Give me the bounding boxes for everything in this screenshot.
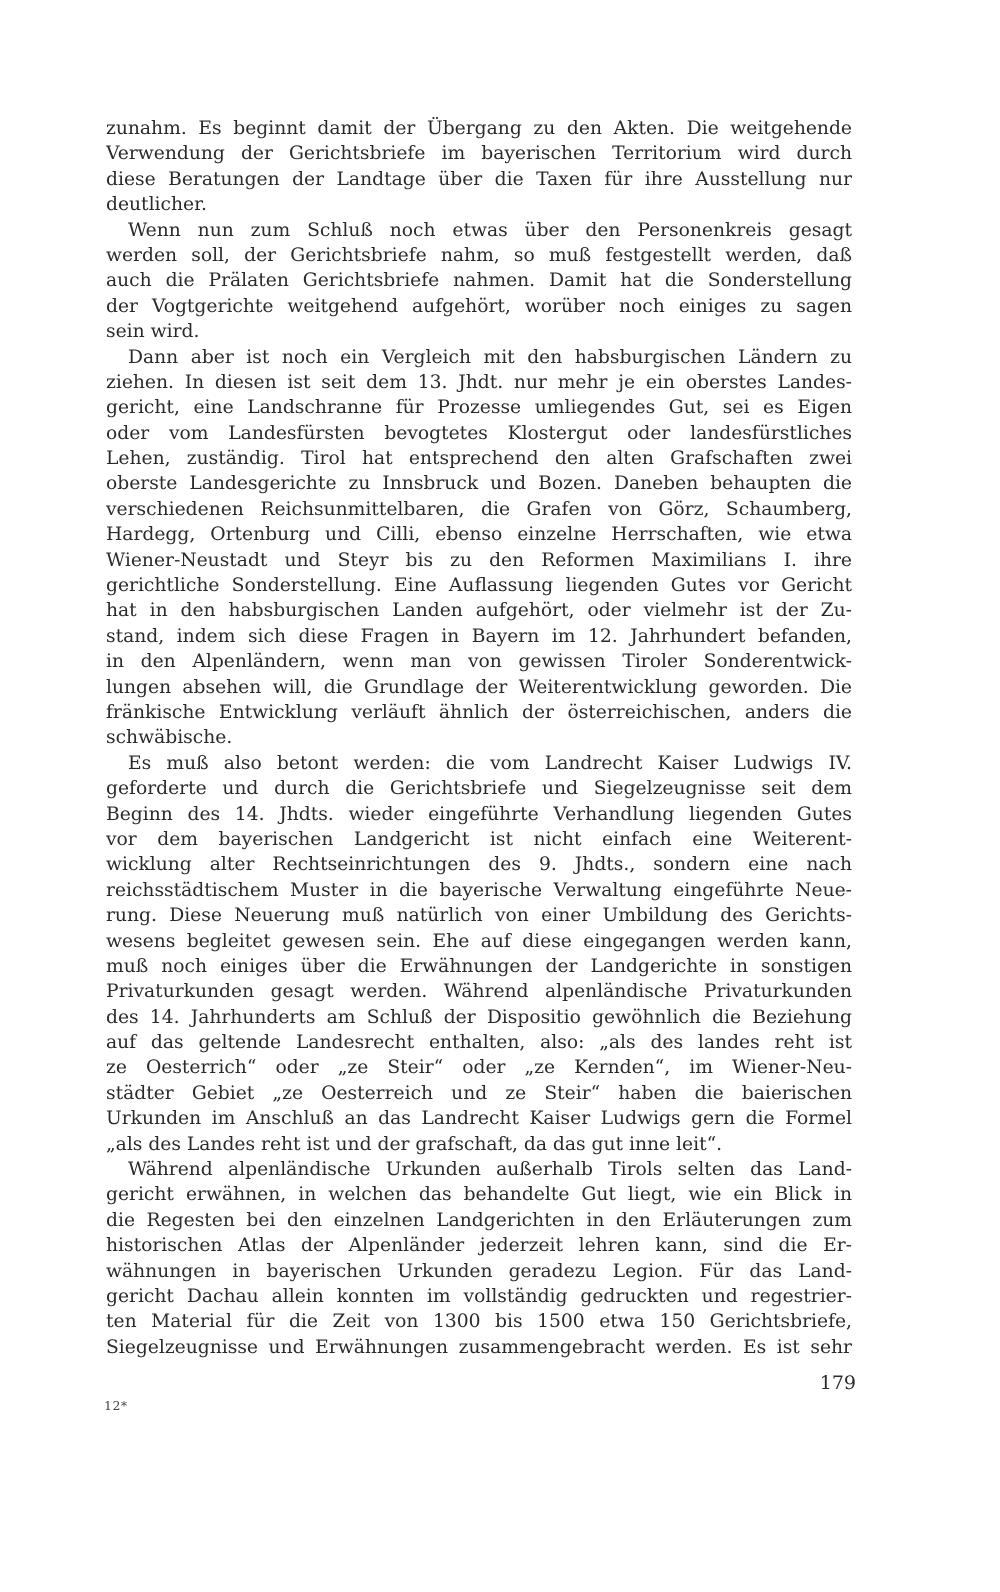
text-line: auch die Prälaten Gerichtsbriefe nahmen. Damit hat die Sonderstellung bbox=[106, 270, 852, 292]
text-line: schwäbische. bbox=[106, 727, 233, 749]
text-line: gericht, eine Landschranne für Prozesse umliegendes Gut, sei es Eigen bbox=[106, 397, 852, 419]
text-line: diese Beratungen der Landtage über die Taxen für ihre Ausstellung nur bbox=[106, 168, 852, 190]
text-line: ten Material für die Zeit von 1300 bis 1500 etwa 150 Gerichtsbriefe, bbox=[106, 1311, 852, 1333]
text-line: Dann aber ist noch ein Vergleich mit den habsburgischen Ländern zu bbox=[128, 346, 852, 368]
signature-mark: 12* bbox=[104, 1398, 128, 1413]
text-line: historischen Atlas der Alpenländer jederzeit lehren kann, sind die Er- bbox=[106, 1235, 852, 1257]
text-line: Privaturkunden gesagt werden. Während alpenländische Privaturkunden bbox=[106, 981, 852, 1003]
text-line: Wiener-Neustadt und Steyr bis zu den Reformen Maximilians I. ihre bbox=[106, 549, 852, 571]
text-line: Verwendung der Gerichtsbriefe im bayerischen Territorium wird durch bbox=[106, 143, 852, 165]
text-line: oder vom Landesfürsten bevogtetes Klostergut oder landesfürstliches bbox=[106, 422, 852, 444]
text-line: die Regesten bei den einzelnen Landgerichten in den Erläuterungen zum bbox=[106, 1209, 852, 1231]
text-line: lungen absehen will, die Grundlage der Weiterentwicklung geworden. Die bbox=[106, 676, 852, 698]
text-line: hat in den habsburgischen Landen aufgehört, oder vielmehr ist der Zu- bbox=[106, 600, 852, 622]
text-line: Es muß also betont werden: die vom Landrecht Kaiser Ludwigs IV. bbox=[128, 752, 852, 774]
text-line: der Vogtgerichte weitgehend aufgehört, worüber noch einiges zu sagen bbox=[106, 295, 852, 317]
text-line: vor dem bayerischen Landgericht ist nicht einfach eine Weiterent- bbox=[106, 828, 852, 850]
text-line: Wenn nun zum Schluß noch etwas über den Personenkreis gesagt bbox=[128, 219, 852, 241]
text-line: geforderte und durch die Gerichtsbriefe und Siegelzeugnisse seit dem bbox=[106, 778, 852, 800]
text-line: „als des Landes reht ist und der grafschaft, da das gut inne leit“. bbox=[106, 1133, 723, 1155]
text-line: gericht erwähnen, in welchen das behandelte Gut liegt, wie ein Blick in bbox=[106, 1184, 852, 1206]
text-line: Hardegg, Ortenburg und Cilli, ebenso einzelne Herrschaften, wie etwa bbox=[106, 524, 852, 546]
text-line: gericht Dachau allein konnten im vollständig gedruckten und regestrier- bbox=[106, 1285, 852, 1307]
text-line: rung. Diese Neuerung muß natürlich von einer Umbildung des Gerichts- bbox=[106, 905, 852, 927]
text-line: stand, indem sich diese Fragen in Bayern im 12. Jahrhundert befanden, bbox=[106, 625, 852, 647]
text-line: ziehen. In diesen ist seit dem 13. Jhdt. nur mehr je ein oberstes Landes- bbox=[106, 371, 852, 393]
text-line: wesens begleitet gewesen sein. Ehe auf diese eingegangen werden kann, bbox=[106, 930, 852, 952]
text-line: wicklung alter Rechtseinrichtungen des 9. Jhdts., sondern eine nach bbox=[106, 854, 852, 876]
text-line: oberste Landesgerichte zu Innsbruck und Bozen. Daneben behaupten die bbox=[106, 473, 852, 495]
text-line: wähnungen in bayerischen Urkunden geradezu Legion. Für das Land- bbox=[106, 1260, 852, 1282]
text-line: städter Gebiet „ze Oesterreich und ze Steir“ haben die baierischen bbox=[106, 1082, 852, 1104]
text-line: reichsstädtischem Muster in die bayerische Verwaltung eingeführte Neue- bbox=[106, 879, 852, 901]
text-line: in den Alpenländern, wenn man von gewissen Tiroler Sonderentwick- bbox=[106, 651, 852, 673]
text-line: Beginn des 14. Jhdts. wieder eingeführte Verhandlung liegenden Gutes bbox=[106, 803, 852, 825]
text-line: gerichtliche Sonderstellung. Eine Auflassung liegenden Gutes vor Gericht bbox=[106, 575, 852, 597]
text-line: zunahm. Es beginnt damit der Übergang zu den Akten. Die weitgehende bbox=[106, 118, 852, 139]
text-line: Während alpenländische Urkunden außerhalb Tirols selten das Land- bbox=[128, 1159, 852, 1181]
page-number: 179 bbox=[819, 1372, 856, 1394]
text-line: werden soll, der Gerichtsbriefe nahm, so muß festgestellt werden, daß bbox=[106, 244, 852, 266]
text-line: Lehen, zuständig. Tirol hat entsprechend den alten Grafschaften zwei bbox=[106, 448, 852, 470]
text-line: Siegelzeugnisse und Erwähnungen zusammengebracht werden. Es ist sehr bbox=[106, 1336, 852, 1358]
text-line: auf das geltende Landesrecht enthalten, also: „als des landes reht ist bbox=[106, 1032, 852, 1054]
body-text bbox=[106, 116, 852, 1360]
text-line: verschiedenen Reichsunmittelbaren, die Grafen von Görz, Schaumberg, bbox=[106, 498, 852, 520]
text-line: deutlicher. bbox=[106, 194, 207, 216]
text-line: sein wird. bbox=[106, 321, 200, 343]
text-line: fränkische Entwicklung verläuft ähnlich der österreichischen, anders die bbox=[106, 701, 852, 723]
text-line: des 14. Jahrhunderts am Schluß der Dispositio gewöhnlich die Beziehung bbox=[106, 1006, 852, 1028]
text-line: Urkunden im Anschluß an das Landrecht Kaiser Ludwigs gern die Formel bbox=[106, 1108, 852, 1130]
text-line: ze Oesterrich“ oder „ze Steir“ oder „ze Kernden“, im Wiener-Neu- bbox=[106, 1057, 852, 1079]
text-line: muß noch einiges über die Erwähnungen der Landgerichte in sonstigen bbox=[106, 955, 852, 977]
